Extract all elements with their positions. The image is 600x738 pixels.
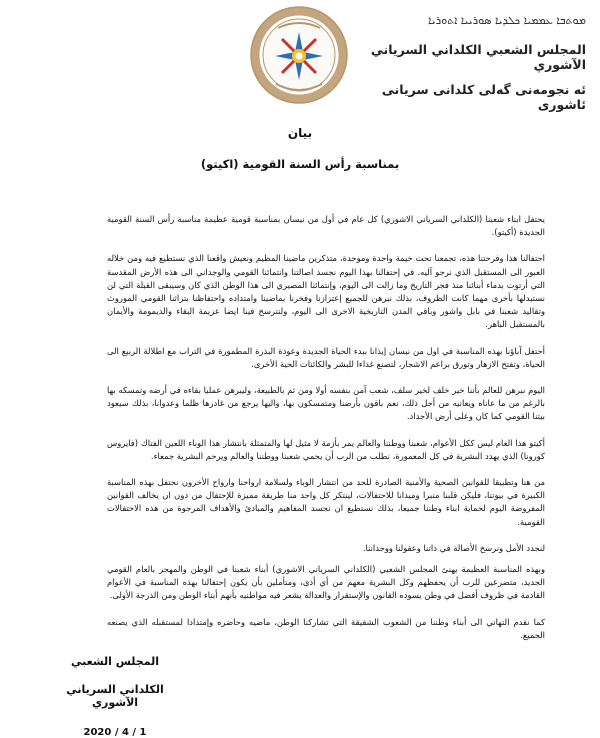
paragraph: يحتفل ابناء شعبنا (الكلداني السرياني الاشوري) كل عام في أول من نيسان بمناسبة قومية عظيمة مناسبة رأس السنة القومية الجديدة (أكيتو). xyxy=(107,214,545,238)
signature-line-2: الكلداني السرياني الآشوري xyxy=(66,683,164,709)
organization-logo-icon xyxy=(248,4,350,106)
document-subtitle: بمناسبة رأس السنة القومية (اكيتو) xyxy=(200,157,400,171)
org-name-syriac: ܡܘܬܒܐ ܥܡܡܝܐ ܟܠܕܝܐ ܣܘܪܝܝܐ ܐܬܘܪܝܐ xyxy=(428,14,586,27)
paragraph: احتفالنا هذا وفرحتنا هذه، تجمعنا تحت خيمة واحدة وموحدة، متذكرين ماضينا المظيم ونعيش واقعنا الذي نستطيع فيه ومن خلاله العبور الى المستقبل الذي نرجو آليه. في إحتفالنا بهذا اليوم نجسد اصالتنا وانتمائنا القومي والوجداني الى هذه الأرض المقدسة التي أرتوت بدماء أبنائنا منذ فجر التاريخ وما زالت الى اليوم، وإنتمائنا المصيري الى هذا الوطن الذي كان وسيبقى القبلة التي لن نستبدلها بأخرى مهما كانت الظروف، بذلك نبرهن للجميع إعتزازنا وفخرنا بماضينا وامتداده واحتفاظنا بتراثنا القومي الموروث وتقاليد شعبنا في بابل واشور وباقي المدن التاريخية الاخرى الى اليوم، ولنترسخ فينا ايضا عزيمة البقاء والديمومة والأيمان بالمستقبل الباهر. xyxy=(107,253,545,330)
org-name-kurdish: ئه نجومه‌نی گه‌لی كلدانی سريانی ئاشوری xyxy=(381,82,586,112)
paragraph: أكيتو هذا العام ليس ككل الأعوام، شعبنا ووطننا والعالم يمر بأزمة لا مثيل لها والمتمثلة بانتشار هذا الوباء اللعين الفتاك (فايروس كورونا) الذي يهدد البشرية في كل المعمورة، نطلب من الرب أن يحمي شعبنا ووطننا والعالم ويرحم البشرية جمعاء. xyxy=(107,437,545,461)
paragraph: كما نقدم التهاني الى أبناء وطننا من الشعوب الشقيقة التي تشاركنا الوطن، ماضيه وحاضره وإمتدادا لمستقبله الذي يصنعه الجميع. xyxy=(107,616,545,640)
document-body xyxy=(107,213,545,655)
org-name-arabic: المجلس الشعبي الكلداني السرياني الآشوري xyxy=(370,42,586,72)
paragraph: اليوم نبرهن للعالم بأننا خير خلف لخير سلف، شعب آمن بنفسه أولا ومن ثم بالطبيعة، وليبرهن عمليا بقاءه في أرضه وتمسكه بها بالرغم من ما عاناه ويعانيه من أجل ذلك، نعم باقون بأرضنا ومتمسكون بها، واليها يرجع من غادرها ظلما وعدوانا، بذلك سيعود بيتنا القومي كما كان وعلى أرض الأجداد. xyxy=(107,385,545,422)
signature-block xyxy=(45,655,185,738)
organization-header xyxy=(350,14,586,112)
paragraph: أحتفل آباؤنا بهذه المناسبة في اول من نيسان إيذانا ببدء الحياة الجديدة وعودة البذرة المطمورة في التراب مع اطلالة الربيع الى الحياة، وتفتح الازهار وتورق براعم الاشجار، لتصنع غذاءا للبشر والكائنات الحية الأخرى. xyxy=(107,345,545,369)
paragraph: من هنا وتطبيقا للقوانين الصحية والأمنية الصادرة للحد من انتشار الوباء ولسلامة ارواحنا وارواح الأخرون نحتفل بهذه المناسبة الكبيرة في بيوتنا، فليكن قلبنا منبرا وميدانا للاحتفالات، لينتكر كل واحد منا طريقة مميزة للإحتفال من دون ان يخالف القوانين المفروضة اليوم لحماية ابناء وطننا جميعا، بذلك نستطيع ان نجسد المفاهيم والمبادئ والأهداف المرجوة من هذه الاحتفالات القومية. xyxy=(107,477,545,527)
paragraph: وبهذه المناسبة العظيمة يهنئ المجلس الشعبي (الكلداني السرياني الاشوري) أبناء شعبنا في الوطن والمهجر بالعام القومي الجديد، متضرعين للرب أن يحفظهم وكل البشرية معهم من أي أذى، ومتأملين بأن يكون إحتفالنا بهذه المناسبة في الأعوام القادمة في ظروف أفضل في وطن يسوده القانون والإستقرار والعدالة يشعر فيه مواطنيه بأنهم أبناء الوطن ومن الدرجة الأولى. xyxy=(107,564,545,601)
document-title: بيان xyxy=(287,126,313,140)
paragraph: لنجدد الأمل ونرسخ الأصالة في ذاتنا وعقولنا ووجداننا. xyxy=(362,542,545,553)
signature-line-1: المجلس الشعبي xyxy=(71,655,159,668)
signature-date: 2020 / 4 / 1 xyxy=(83,727,147,738)
